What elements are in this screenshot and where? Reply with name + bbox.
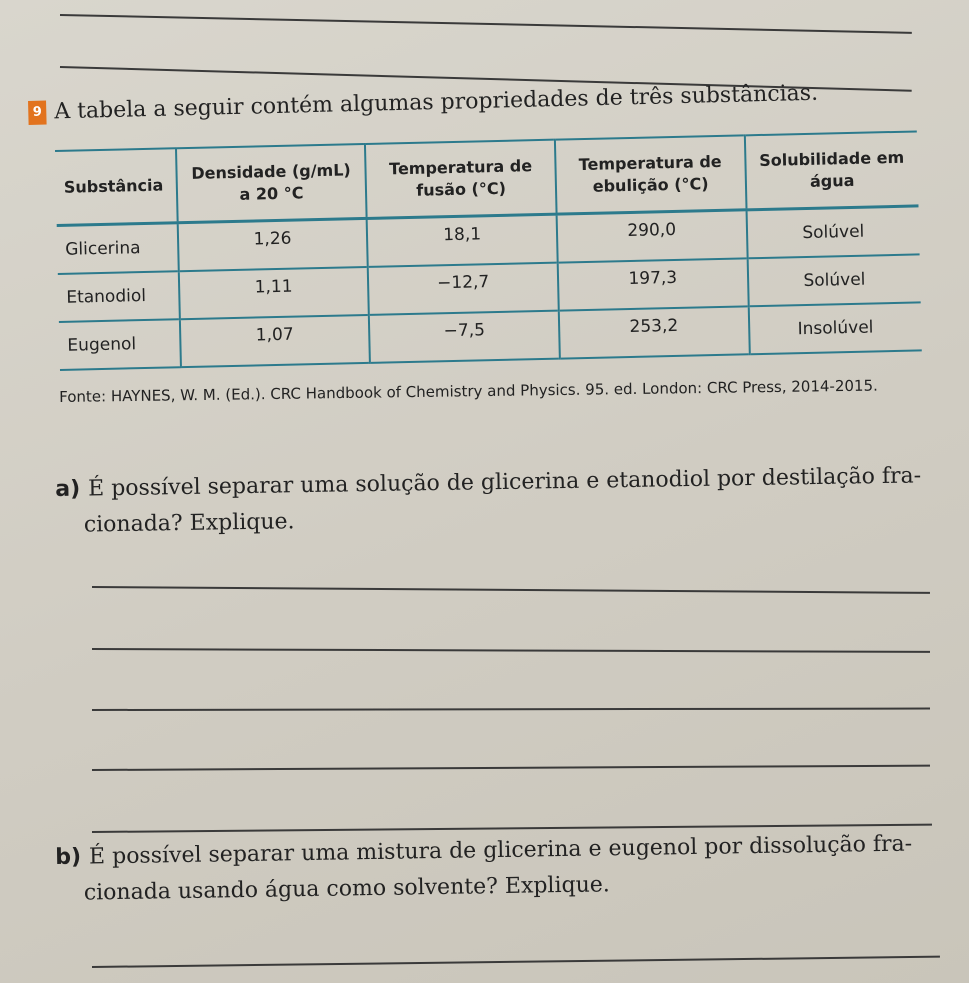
item-a-label: a): [55, 476, 81, 502]
cell-solubility: Solúvel: [746, 206, 920, 258]
cell-substance: Eugenol: [67, 334, 137, 356]
question-number-badge: 9: [28, 101, 47, 125]
cell-solubility: Insolúvel: [748, 302, 921, 354]
table-source: Fonte: HAYNES, W. M. (Ed.). CRC Handbook of Chemistry and Physics. 95. ed. London: CRC Press, 2014-2015.: [59, 376, 878, 406]
cell-substance: Glicerina: [65, 238, 141, 260]
cell-density-value: 1,11: [254, 276, 293, 298]
cell-density: [178, 267, 369, 319]
answer-line: [92, 586, 930, 594]
item-a: [55, 458, 956, 544]
properties-table: [55, 130, 922, 370]
cell-melting-value: 18,1: [442, 224, 482, 246]
cell-density: [180, 315, 371, 367]
question-title: [28, 78, 928, 125]
item-b-text-line2: cionada usando água como solvente? Explique.: [83, 872, 610, 906]
header-density: Densidade (g/mL) a 20 °C: [176, 144, 367, 223]
header-solubility: Solubilidade em água: [744, 131, 918, 209]
question-intro: A tabela a seguir contém algumas propriedades de três substâncias.: [53, 80, 819, 125]
cell-boiling-value: 253,2: [629, 315, 679, 338]
cell-density: [177, 218, 368, 271]
cell-boiling-point: [559, 306, 750, 358]
cell-melting-point: [369, 311, 560, 363]
item-b-label: b): [55, 844, 82, 870]
item-a-text-line1: É possível separar uma solução de glicerina e etanodiol por destilação fra-: [87, 463, 922, 502]
cell-melting-value: −12,7: [436, 272, 490, 294]
cell-boiling-point: [557, 210, 748, 263]
cell-melting-point: [368, 263, 559, 315]
answer-line: [60, 14, 912, 34]
answer-line: [92, 708, 930, 711]
answer-line: [92, 648, 930, 653]
cell-solubility: Solúvel: [747, 254, 920, 306]
cell-boiling-point: [558, 258, 749, 310]
cell-substance: Etanodiol: [66, 285, 147, 308]
header-substance: Substância: [63, 175, 164, 198]
item-b: [55, 826, 966, 912]
item-b-text-line1: É possível separar uma mistura de glicerina e eugenol por dissolução fra-: [88, 831, 913, 870]
cell-density-value: 1,26: [253, 228, 292, 250]
item-a-text-line2: cionada? Explique.: [83, 509, 295, 538]
header-boiling-point: Temperatura de ebulição (°C): [555, 135, 746, 214]
cell-boiling-value: 197,3: [628, 267, 678, 290]
header-melting-point: Temperatura de fusão (°C): [365, 140, 556, 219]
cell-density-value: 1,07: [255, 324, 294, 346]
cell-boiling-value: 290,0: [627, 219, 677, 242]
answer-line: [92, 956, 940, 968]
cell-melting-point: [367, 214, 558, 267]
cell-melting-value: −7,5: [443, 320, 486, 342]
answer-line: [92, 765, 930, 771]
